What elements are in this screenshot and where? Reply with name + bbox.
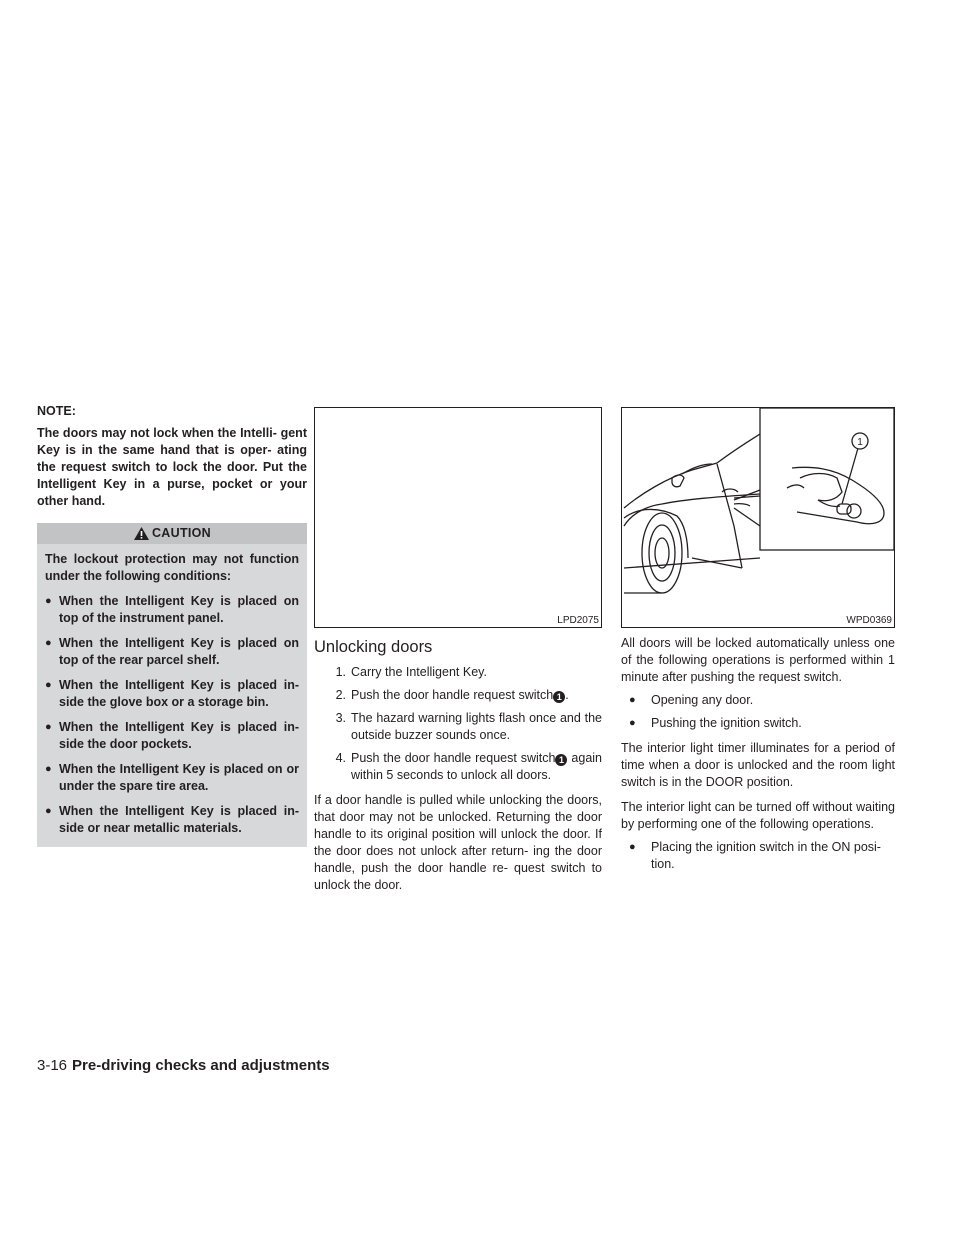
paragraph: The interior light timer illuminates for a period of time when a door is unlocked and the room light switch is in the DOOR position. <box>621 741 895 789</box>
figure-label: LPD2075 <box>557 615 599 626</box>
left-column <box>37 403 307 847</box>
bullet-icon: ● <box>45 805 52 817</box>
callout-marker: 1 <box>553 691 565 703</box>
caution-item: ● When the Intelligent Key is placed in- side the door pockets. <box>45 720 299 751</box>
right-column <box>621 407 895 879</box>
paragraph: All doors will be locked automatically unless one of the following operations is performed within 1 minute after pushing the request switch. <box>621 636 895 684</box>
bullet-item: ● Opening any door. <box>621 692 895 709</box>
caution-item: ● When the Intelligent Key is placed on or under the spare tire area. <box>45 762 299 793</box>
figure-blank <box>314 407 602 628</box>
bullet-icon: ● <box>629 717 636 729</box>
caution-item: ● When the Intelligent Key is placed in- side the glove box or a storage bin. <box>45 678 299 709</box>
caution-box <box>37 523 307 847</box>
warning-triangle-icon <box>133 526 150 541</box>
door-handle-illustration <box>622 408 894 627</box>
callout-marker: 1 <box>555 754 567 766</box>
bullet-icon: ● <box>45 679 52 691</box>
paragraph: If a door handle is pulled while unlocking the doors, that door may not be unlocked. Returning the door handle to its original position will unlock the door. If the door does not unlock after return- ing the door handle, push the door handle re- quest switch to unlock the door. <box>314 793 602 892</box>
bullet-icon: ● <box>45 637 52 649</box>
section-title: Pre-driving checks and adjustments <box>72 1057 330 1074</box>
paragraph: The interior light can be turned off without waiting by performing one of the following operations. <box>621 800 895 831</box>
figure-label: WPD0369 <box>846 615 892 626</box>
figure-door-handle <box>621 407 895 628</box>
caution-item: ● When the Intelligent Key is placed on top of the instrument panel. <box>45 594 299 625</box>
middle-column <box>314 407 602 894</box>
note-label: NOTE: <box>37 404 76 418</box>
bullet-item: ● Pushing the ignition switch. <box>621 715 895 732</box>
bullet-icon: ● <box>629 841 636 853</box>
caution-title: CAUTION <box>151 526 212 540</box>
caution-header <box>37 523 307 544</box>
bullet-icon: ● <box>629 694 636 706</box>
section-heading: Unlocking doors <box>314 638 433 656</box>
bullet-icon: ● <box>45 763 52 775</box>
step-item: 1. Carry the Intelligent Key. <box>335 665 487 679</box>
bullet-icon: ● <box>45 595 52 607</box>
step-item: 3. The hazard warning lights flash once and the outside buzzer sounds once. <box>335 711 602 742</box>
page-footer <box>37 1057 330 1075</box>
page-number: 3-16 <box>37 1057 68 1074</box>
callout-number: 1 <box>857 437 863 448</box>
bullet-item: ● Placing the ignition switch in the ON posi- tion. <box>621 839 895 873</box>
step-item: 2. Push the door handle request switch 1 . <box>335 688 569 702</box>
note-body: The doors may not lock when the Intelli- gent Key is in the same hand that is oper- ating the request switch to lock the door. Put the Intelligent Key in a purse, pocket or your other hand. <box>37 426 307 508</box>
step-item: 4. Push the door handle request switch 1 again within 5 seconds to unlock all doors. <box>335 751 602 782</box>
caution-item: ● When the Intelligent Key is placed in- side or near metallic materials. <box>45 804 299 835</box>
bullet-icon: ● <box>45 721 52 733</box>
caution-item: ● When the Intelligent Key is placed on top of the rear parcel shelf. <box>45 636 299 667</box>
caution-intro: The lockout protection may not function under the following conditions: <box>45 552 299 583</box>
